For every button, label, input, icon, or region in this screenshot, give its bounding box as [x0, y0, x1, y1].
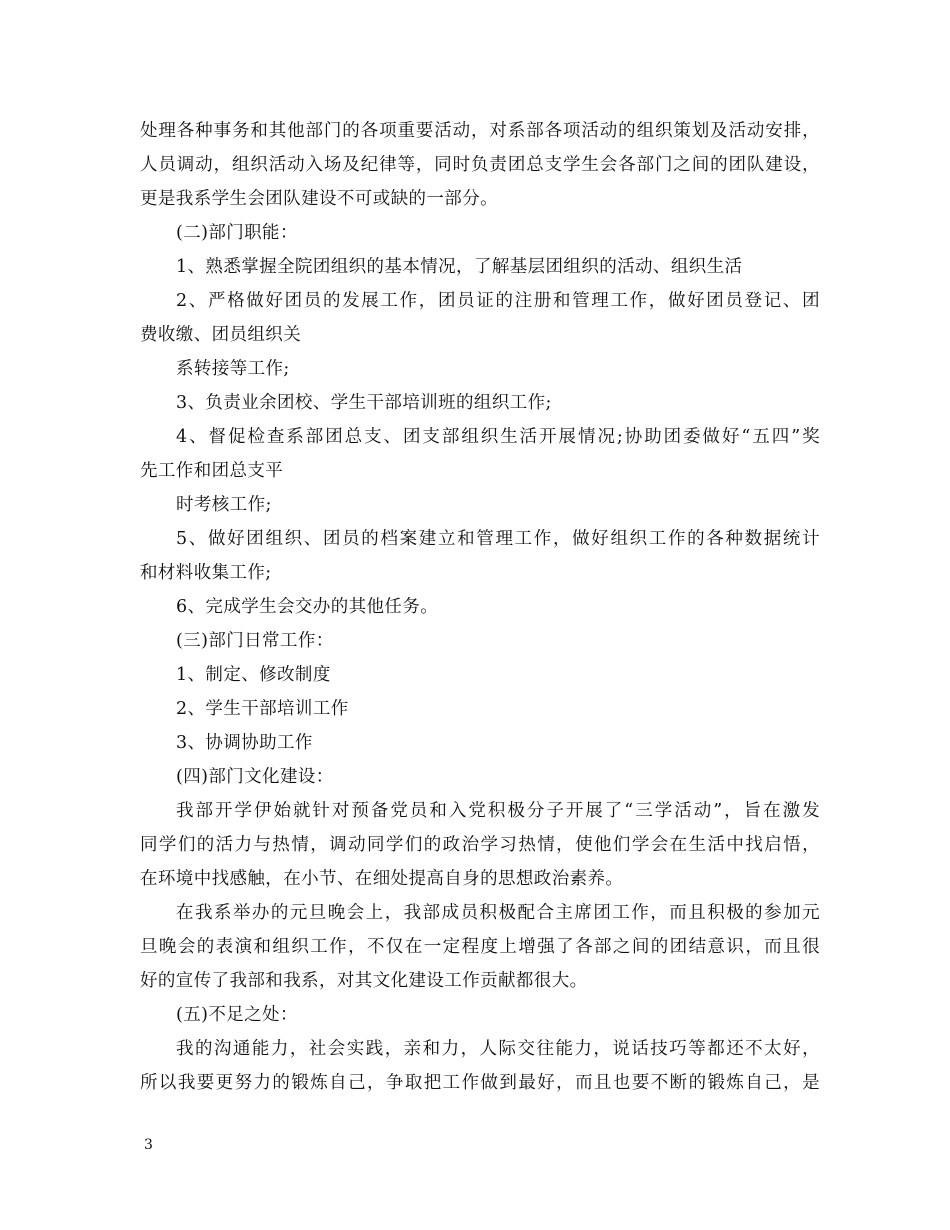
- text-line: 人员调动，组织活动入场及纪律等，同时负责团总支学生会各部门之间的团队建设，: [140, 155, 820, 175]
- text-line: 更是我系学生会团队建设不可或缺的一部分。: [140, 189, 498, 209]
- text-line: 好的宣传了我部和我系，对其文化建设工作贡献都很大。: [140, 971, 588, 991]
- text-line: 5、做好团组织、团员的档案建立和管理工作，做好组织工作的各种数据统计: [176, 529, 820, 549]
- text-line: 2、严格做好团员的发展工作，团员证的注册和管理工作，做好团员登记、团: [176, 291, 820, 311]
- text-line: 我的沟通能力，社会实践，亲和力，人际交往能力，说话技巧等都还不太好，: [176, 1039, 820, 1059]
- text-line: 2、学生干部培训工作: [176, 699, 349, 719]
- text-line: 1、熟悉掌握全院团组织的基本情况，了解基层团组织的活动、组织生活: [176, 257, 743, 277]
- text-line: (五)不足之处：: [176, 1005, 298, 1025]
- text-line: (三)部门日常工作：: [176, 631, 334, 651]
- text-line: 系转接等工作;: [176, 359, 290, 379]
- text-line: 时考核工作;: [176, 495, 272, 515]
- text-line: 处理各种事务和其他部门的各项重要活动，对系部各项活动的组织策划及活动安排，: [140, 121, 820, 141]
- text-line: (二)部门职能：: [176, 223, 298, 243]
- text-line: 在环境中找感触，在小节、在细处提高自身的思想政治素养。: [140, 869, 624, 889]
- text-line: 6、完成学生会交办的其他任务。: [176, 597, 439, 617]
- text-line: 4、督促检查系部团总支、团支部组织生活开展情况;协助团委做好“五四”奖: [176, 427, 820, 447]
- text-line: 先工作和团总支平: [140, 461, 284, 481]
- text-line: 在我系举办的元旦晚会上，我部成员积极配合主席团工作，而且积极的参加元: [176, 903, 820, 923]
- text-line: 3、负责业余团校、学生干部培训班的组织工作;: [176, 393, 552, 413]
- text-line: (四)部门文化建设：: [176, 767, 334, 787]
- document-body: [140, 114, 820, 1100]
- page-number: 3: [144, 1137, 153, 1153]
- text-line: 旦晚会的表演和组织工作，不仅在一定程度上增强了各部之间的团结意识，而且很: [140, 937, 820, 957]
- text-line: 费收缴、团员组织关: [140, 325, 302, 345]
- text-line: 所以我要更努力的锻炼自己，争取把工作做到最好，而且也要不断的锻炼自己，是: [140, 1073, 820, 1093]
- text-line: 和材料收集工作;: [140, 563, 272, 583]
- text-line: 同学们的活力与热情，调动同学们的政治学习热情，使他们学会在生活中找启悟，: [140, 835, 820, 855]
- text-line: 我部开学伊始就针对预备党员和入党积极分子开展了“三学活动”，旨在激发: [176, 801, 820, 821]
- text-line: 1、制定、修改制度: [176, 665, 331, 685]
- text-line: 3、协调协助工作: [176, 733, 313, 753]
